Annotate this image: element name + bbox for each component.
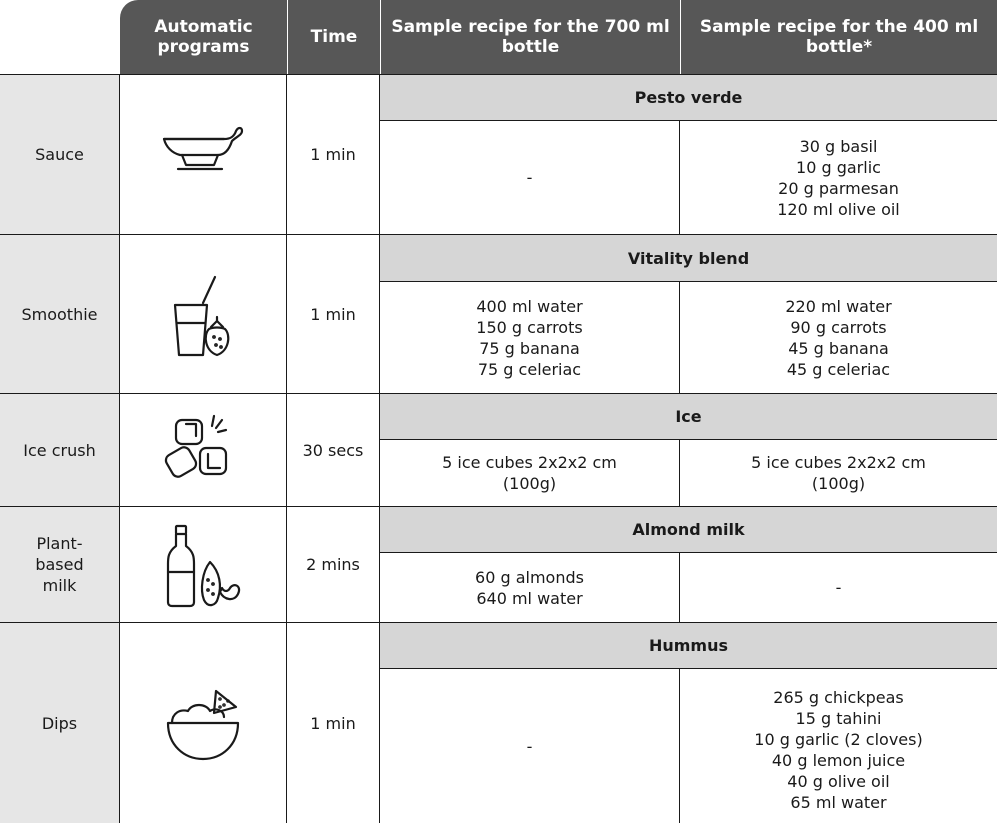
recipe-700-plant-based-milk: 60 g almonds 640 ml water: [380, 552, 680, 622]
header-corner-blank: [0, 0, 120, 74]
recipe-700-smoothie: 400 ml water 150 g carrots 75 g banana 75 g celeriac: [380, 281, 680, 393]
program-name-smoothie: Smoothie: [0, 234, 120, 393]
header-recipe-400ml: Sample recipe for the 400 ml bottle*: [680, 0, 997, 74]
smoothie-glass-strawberry-icon: [120, 234, 287, 393]
recipe-400-ice-crush: 5 ice cubes 2x2x2 cm (100g): [680, 439, 997, 506]
program-time-plant-based-milk: 2 mins: [287, 506, 380, 622]
recipe-title-almond-milk: Almond milk: [380, 506, 997, 552]
program-name-ice-crush: Ice crush: [0, 393, 120, 506]
milk-bottle-nuts-icon: [120, 506, 287, 622]
recipe-700-ice-crush: 5 ice cubes 2x2x2 cm (100g): [380, 439, 680, 506]
recipe-400-dips: 265 g chickpeas 15 g tahini 10 g garlic (2 cloves) 40 g lemon juice 40 g olive oil 65 ml water: [680, 668, 997, 823]
bowl-with-chip-icon: [120, 622, 287, 823]
recipe-400-sauce: 30 g basil 10 g garlic 20 g parmesan 120 ml olive oil: [680, 120, 997, 234]
header-automatic-programs: Automatic programs: [120, 0, 287, 74]
ice-cubes-icon: [120, 393, 287, 506]
recipe-title-vitality-blend: Vitality blend: [380, 234, 997, 281]
header-time: Time: [287, 0, 380, 74]
program-time-sauce: 1 min: [287, 74, 380, 234]
program-time-ice-crush: 30 secs: [287, 393, 380, 506]
recipe-400-smoothie: 220 ml water 90 g carrots 45 g banana 45 g celeriac: [680, 281, 997, 393]
recipe-400-plant-based-milk: -: [680, 552, 997, 622]
program-name-plant-based-milk: Plant- based milk: [0, 506, 120, 622]
recipe-700-sauce: -: [380, 120, 680, 234]
recipe-title-ice: Ice: [380, 393, 997, 439]
program-time-dips: 1 min: [287, 622, 380, 823]
header-recipe-700ml: Sample recipe for the 700 ml bottle: [380, 0, 680, 74]
program-time-smoothie: 1 min: [287, 234, 380, 393]
program-name-dips: Dips: [0, 622, 120, 823]
recipe-title-hummus: Hummus: [380, 622, 997, 668]
program-name-sauce: Sauce: [0, 74, 120, 234]
recipe-700-dips: -: [380, 668, 680, 823]
recipe-title-pesto-verde: Pesto verde: [380, 74, 997, 120]
gravy-boat-icon: [120, 74, 287, 234]
